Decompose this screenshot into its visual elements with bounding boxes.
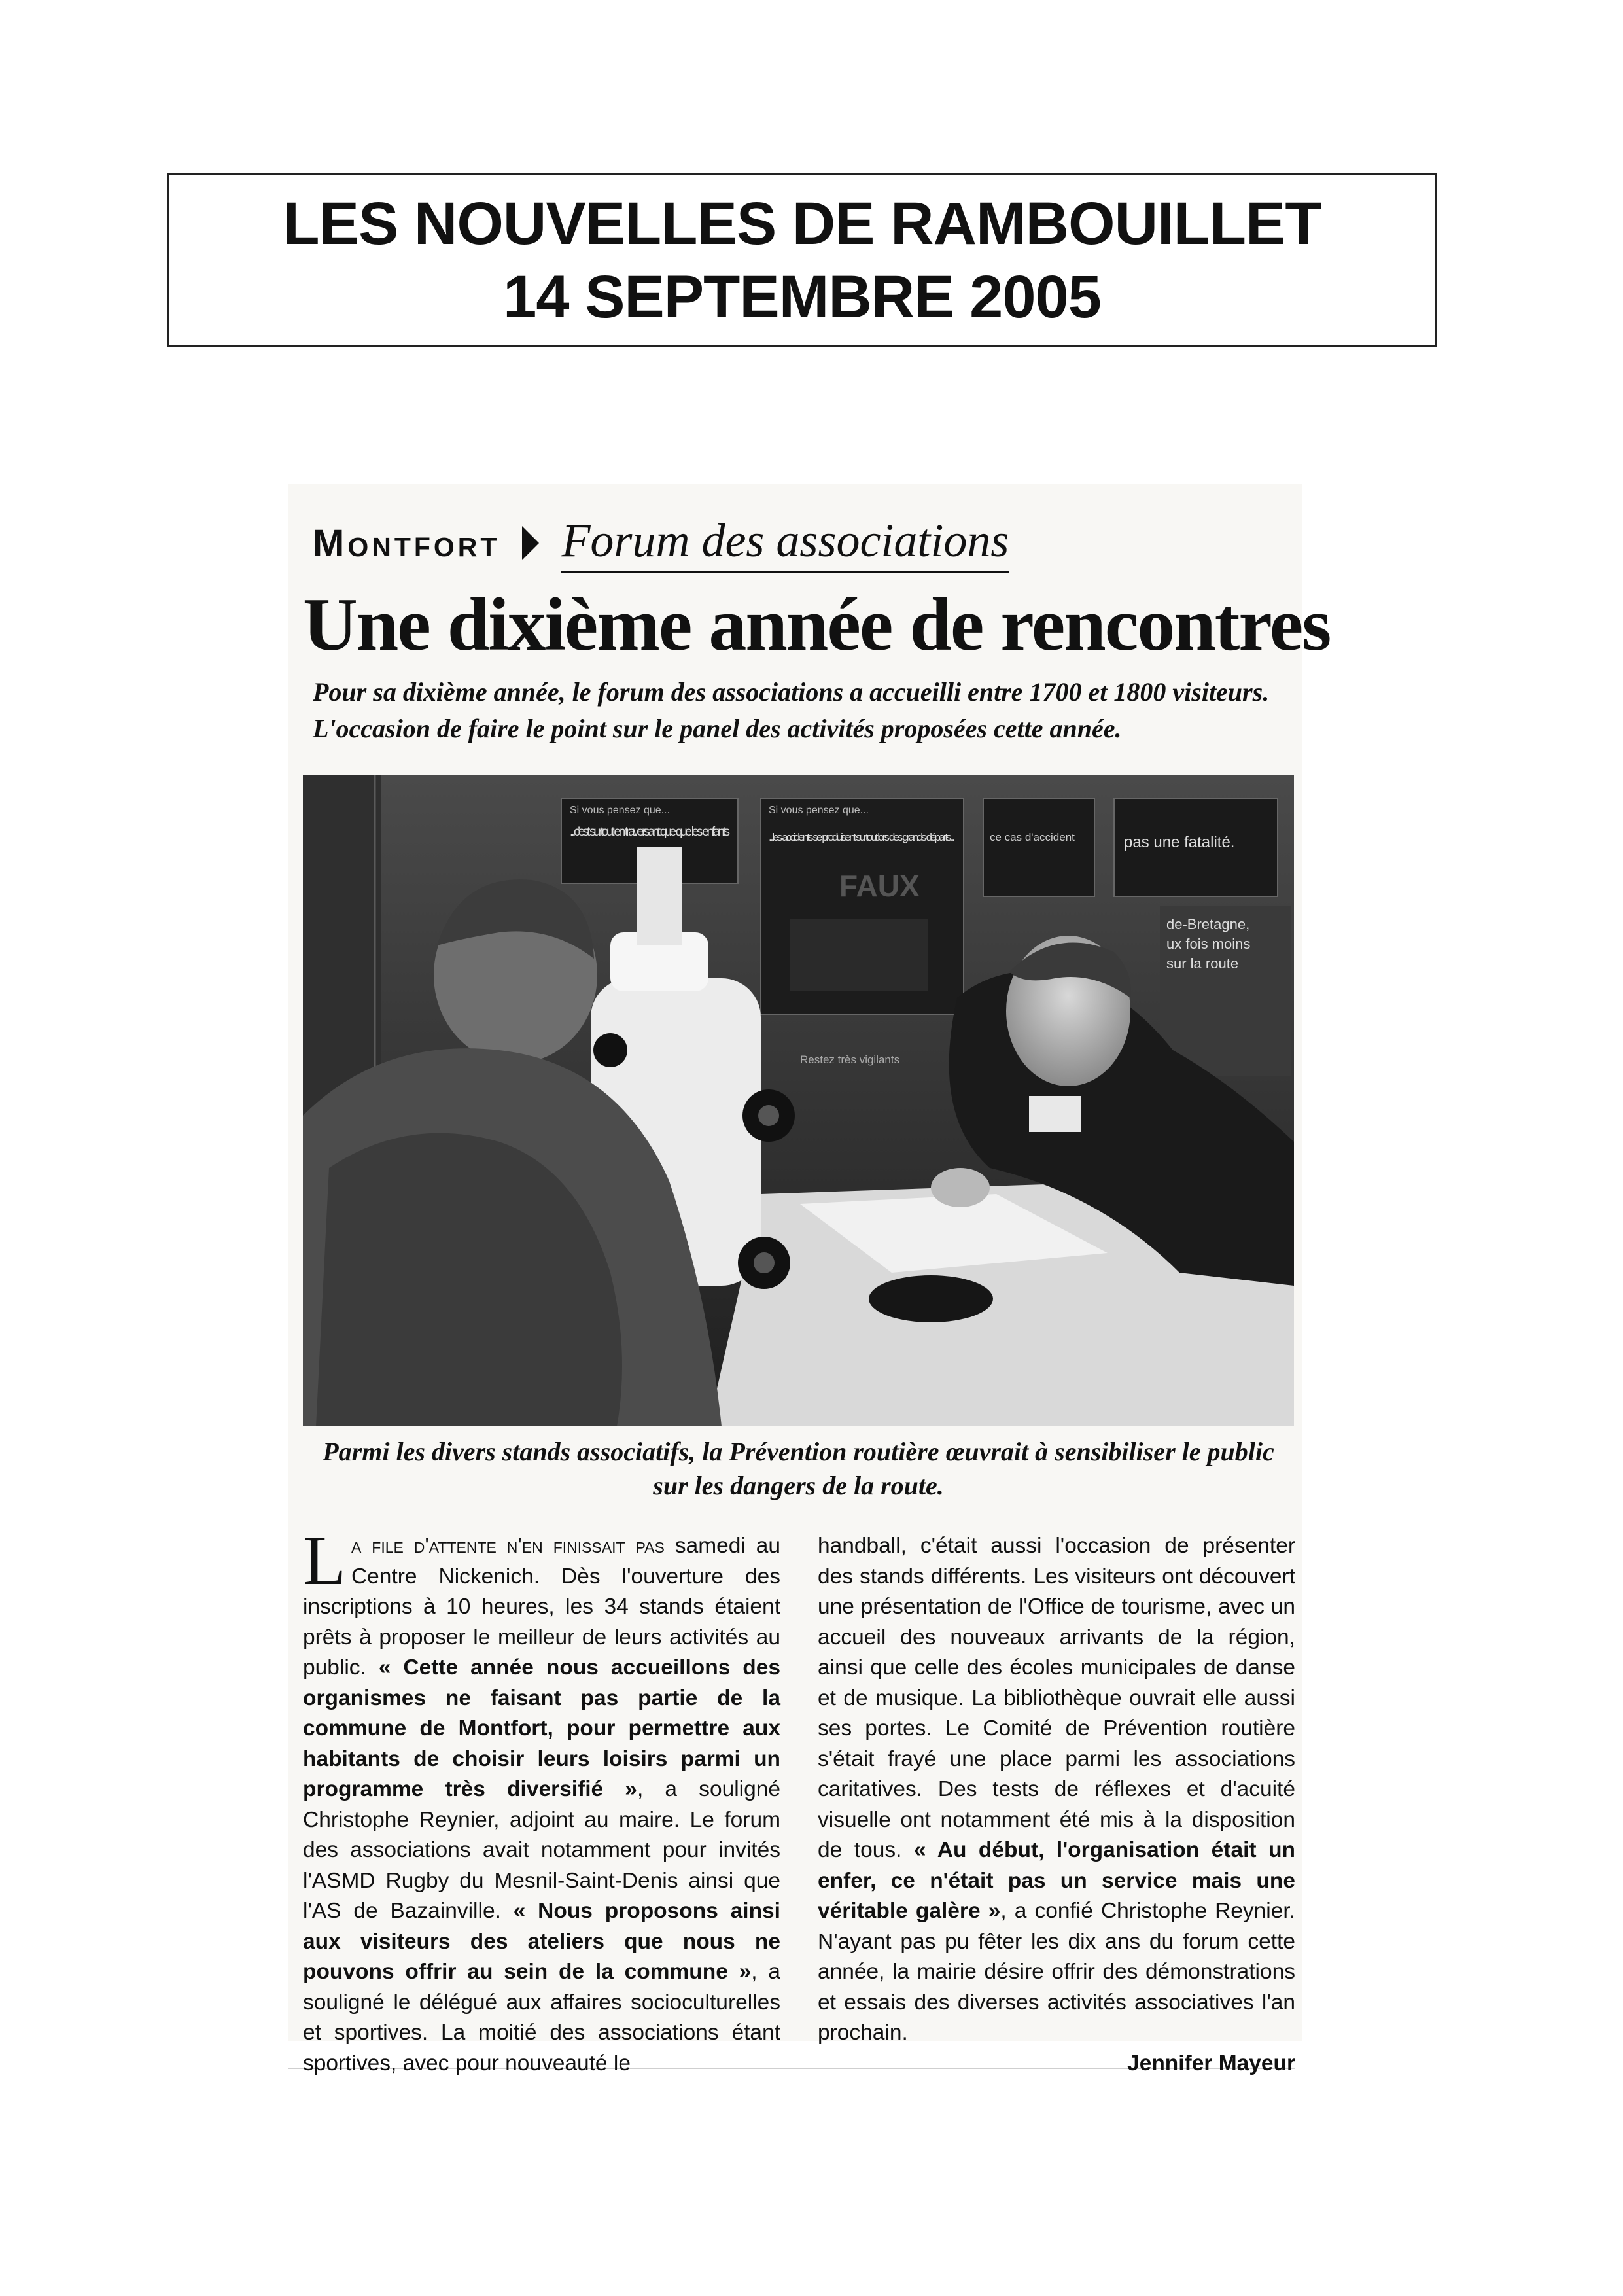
- triangle-arrow-icon: [522, 526, 539, 560]
- publication-header-box: [167, 173, 1437, 347]
- col1-paragraph-1: samedi au Centre Nickenich. Dès l'ouverture des inscriptions à 10 heures, les 34 stands étaient prêts à proposer le meilleur de leurs activités au public.: [303, 1534, 781, 1680]
- col2-paragraph-2: , a confié Christophe Reynier. N'ayant pas pu fêter les dix ans du forum cette année, la mairie désire offrir des démonstrations et essais des diverses activités associatives l'an prochain.: [818, 1899, 1295, 2045]
- article-headline: Une dixième année de rencontres: [303, 583, 1331, 667]
- publication-name: LES NOUVELLES DE RAMBOUILLET: [283, 190, 1321, 257]
- article-kicker: [313, 514, 1009, 573]
- poster-right-3-line2: ux fois moins: [1166, 936, 1251, 952]
- col1-paragraph-2: , a souligné Christophe Reynier, adjoint au maire. Le forum des associations avait notamment pour invités l'ASMD Rugby du Mesnil-Saint-Denis ainsi que l'AS de Bazainville.: [303, 1777, 780, 1923]
- poster-left-line2: ...c'est surtout en traversant que que les enfants: [570, 825, 730, 839]
- poster-middle-line1: Si vous pensez que...: [769, 805, 869, 816]
- article-photo: [303, 775, 1294, 1426]
- article-column-left: [303, 1522, 781, 2079]
- poster-right-1-text: ce cas d'accident: [990, 831, 1075, 843]
- publication-date: 14 SEPTEMBRE 2005: [503, 264, 1101, 330]
- glasses-case: [869, 1275, 993, 1322]
- poster-right-2-text: pas une fatalité.: [1124, 834, 1235, 851]
- col2-quote-1: « Au début, l'organisation était un enfer, ce n'était pas un service mais une véritable galère »: [818, 1838, 1295, 1923]
- poster-middle-faux: FAUX: [839, 869, 920, 903]
- photo-illustration: [303, 775, 1294, 1426]
- poster-left-line1: Si vous pensez que...: [570, 805, 670, 816]
- badge: [1029, 1096, 1081, 1132]
- poster-middle-footer: Restez très vigilants: [800, 1053, 900, 1066]
- poster-right-3-line1: de-Bretagne,: [1166, 916, 1250, 932]
- poster-right-3-line3: sur la route: [1166, 955, 1239, 972]
- dropcap: L: [303, 1522, 346, 1600]
- article-lede: Pour sa dixième année, le forum des associations a accueilli entre 1700 et 1800 visiteurs. L'occasion de faire le point sur le panel des activités proposées cette année.: [313, 677, 1270, 743]
- col1-quote-1: « Cette année nous accueillons des organismes ne faisant pas partie de la commune de Montfort, pour permettre aux habitants de choisir leurs loisirs parmi un programme très diversifié »: [303, 1655, 781, 1801]
- poster-middle-line2: ...les accidents se produisent surtout lors des grands départs...: [769, 831, 955, 843]
- lead-in: a file d'attente n'en finissait pas: [351, 1534, 665, 1558]
- author-signature: Jennifer Mayeur: [1127, 2051, 1295, 2075]
- col2-paragraph-1: handball, c'était aussi l'occasion de présenter des stands différents. Les visiteurs ont découvert une présentation de l'Office de tourisme, avec un accueil des nouveaux arrivants de la région, ainsi que celle des écoles municipales de danse et de musique. La bibliothèque ouvrait elle aussi ses portes. Le Comité de Prévention routière s'était frayé une place parmi les associations caritatives. Des tests de réflexes et d'acuité visuelle ont notamment été mis à la disposition de tous.: [818, 1534, 1295, 1862]
- kicker-town: Montfort: [313, 521, 500, 565]
- poster-right-1: [983, 798, 1094, 896]
- col1-quote-2: « Nous proposons ainsi aux visiteurs des ateliers que nous ne pouvons offrir au sein de la commune »: [303, 1899, 780, 1984]
- col1-paragraph-3: , a souligné le délégué aux affaires socioculturelles et sportives. La moitié des associations étant sportives, avec pour nouveauté le: [303, 1960, 780, 2075]
- article-column-right: [818, 1531, 1295, 2079]
- photo-caption: Parmi les divers stands associatifs, la Prévention routière œuvrait à sensibiliser le public sur les dangers de la route.: [323, 1437, 1274, 1500]
- kicker-rubric: Forum des associations: [561, 514, 1009, 573]
